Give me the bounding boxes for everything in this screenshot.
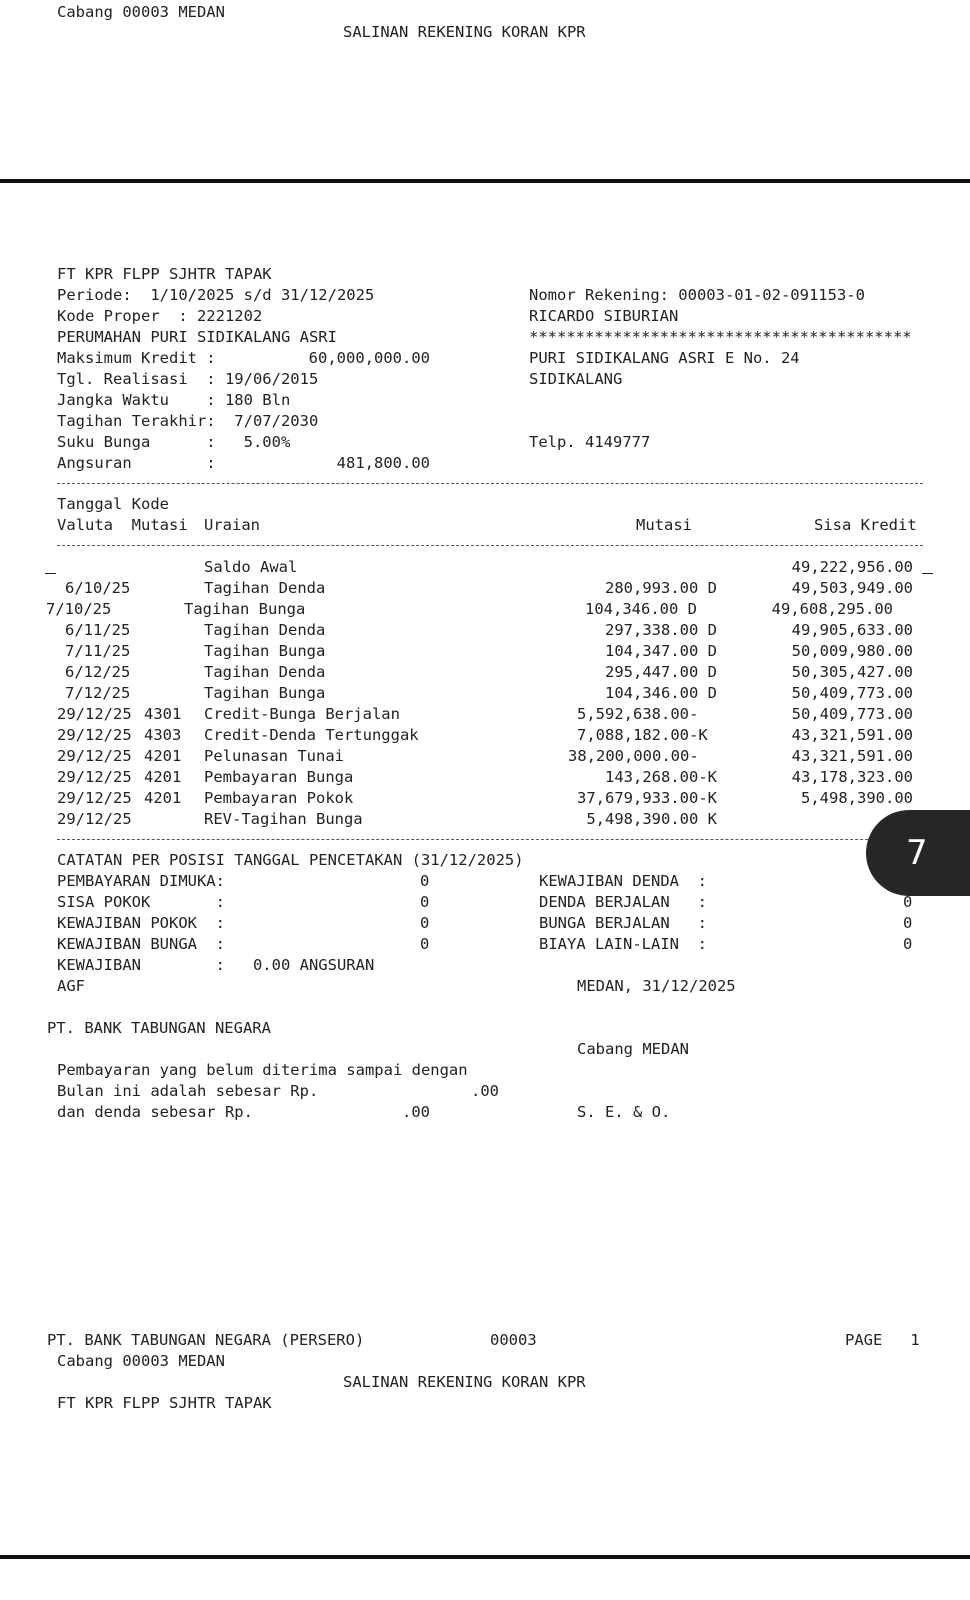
footer-branch-code: 00003 [490, 1331, 537, 1349]
payment-note-line-1: Pembayaran yang belum diterima sampai dengan [57, 1061, 468, 1079]
row-desc: Pelunasan Tunai [204, 747, 344, 765]
row-date: 6/10/25 [65, 579, 131, 597]
notes-title: CATATAN PER POSISI TANGGAL PENCETAKAN (31/12/2025) [57, 851, 524, 869]
row-desc: Tagihan Denda [204, 621, 326, 639]
row-desc: Tagihan Bunga [204, 684, 326, 702]
table-header-sisa-kredit: Sisa Kredit [814, 516, 917, 534]
row-mutasi: 5,498,390.00 K [586, 810, 717, 828]
bank-name: PT. BANK TABUNGAN NEGARA [47, 1019, 271, 1037]
kewajiban-bunga-value: 0 [420, 935, 430, 953]
row-date: 29/12/25 [57, 726, 132, 744]
row-sisa: 50,009,980.00 [791, 642, 913, 660]
row-sisa: 50,409,773.00 [791, 684, 913, 702]
row-desc: Credit-Bunga Berjalan [204, 705, 400, 723]
row-date: 6/12/25 [65, 663, 131, 681]
row-mutasi: 5,592,638.00- [577, 705, 699, 723]
footer-bank-name: PT. BANK TABUNGAN NEGARA (PERSERO) [47, 1331, 365, 1349]
sisa-pokok-value: 0 [420, 893, 430, 911]
row-date: 7/10/25 [46, 600, 112, 618]
bunga-berjalan-value: 0 [903, 914, 913, 932]
statement-title: SALINAN REKENING KORAN KPR [343, 23, 586, 41]
jangka-waktu: Jangka Waktu : 180 Bln [57, 391, 291, 409]
biaya-lain-label: BIAYA LAIN-LAIN : [539, 935, 707, 953]
separator-stars: ***************************************** [529, 328, 912, 346]
row-date: 29/12/25 [57, 810, 132, 828]
table-header-mutasi: Mutasi [636, 516, 692, 534]
suku-bunga: Suku Bunga : 5.00% [57, 433, 291, 451]
row-mutasi: 7,088,182.00-K [577, 726, 708, 744]
angsuran-value: 481,800.00 [336, 454, 430, 472]
row-desc: REV-Tagihan Bunga [204, 810, 363, 828]
row-mutasi: 104,346.00 D [585, 600, 697, 618]
customer-name: RICARDO SIBURIAN [529, 307, 679, 325]
bunga-berjalan-label: BUNGA BERJALAN : [539, 914, 707, 932]
row-desc: Pembayaran Pokok [204, 789, 354, 807]
account-number: Nomor Rekening: 00003-01-02-091153-0 [529, 286, 865, 304]
biaya-lain-value: 0 [903, 935, 913, 953]
product-name: FT KPR FLPP SJHTR TAPAK [57, 265, 272, 283]
maksimum-kredit-value: 60,000,000.00 [308, 349, 430, 367]
row-date: 29/12/25 [57, 789, 132, 807]
row-desc: Saldo Awal [204, 558, 298, 576]
row-date: 29/12/25 [57, 705, 132, 723]
kewajiban-pokok-label: KEWAJIBAN POKOK : [57, 914, 225, 932]
period: Periode: 1/10/2025 s/d 31/12/2025 [57, 286, 375, 304]
row-mutasi: 104,346.00 D [605, 684, 717, 702]
page-number: PAGE 1 [845, 1331, 920, 1349]
row-sisa: 49,905,633.00 [791, 621, 913, 639]
table-header-uraian: Uraian [204, 516, 260, 534]
row-sisa: 49,503,949.00 [791, 579, 913, 597]
row-date: 6/11/25 [65, 621, 131, 639]
row-mutasi: 297,338.00 D [605, 621, 717, 639]
denda-berjalan-value: 0 [903, 893, 913, 911]
tgl-realisasi: Tgl. Realisasi : 19/06/2015 [57, 370, 319, 388]
row-mutasi: 143,268.00-K [605, 768, 717, 786]
dashed-divider [57, 839, 923, 840]
payment-note-amount: .00 [471, 1082, 499, 1100]
row-sisa: 43,321,591.00 [791, 747, 913, 765]
kode-proper: Kode Proper : 2221202 [57, 307, 263, 325]
address-line-2: SIDIKALANG [529, 370, 623, 388]
kewajiban-angsuran: KEWAJIBAN : 0.00 ANGSURAN [57, 956, 375, 974]
pembayaran-dimuka-label: PEMBAYARAN DIMUKA: [57, 872, 225, 890]
agf-label: AGF [57, 977, 85, 995]
row-mutasi: 280,993.00 D [605, 579, 717, 597]
row-sisa: 49,608,295.00 [771, 600, 893, 618]
row-date: 29/12/25 [57, 747, 132, 765]
denda-berjalan-label: DENDA BERJALAN : [539, 893, 707, 911]
row-mutasi: 295,447.00 D [605, 663, 717, 681]
row-desc: Tagihan Denda [204, 663, 326, 681]
table-header-valuta-mutasi: Valuta Mutasi [57, 516, 188, 534]
angsuran-label: Angsuran : [57, 454, 216, 472]
row-desc: Tagihan Bunga [204, 642, 326, 660]
row-sisa: 49,222,956.00 [791, 558, 913, 576]
branch-label: Cabang 00003 MEDAN [57, 3, 225, 21]
kewajiban-pokok-value: 0 [420, 914, 430, 932]
payment-note-line-3: dan denda sebesar Rp. [57, 1103, 253, 1121]
maksimum-kredit-label: Maksimum Kredit : [57, 349, 216, 367]
row-code: 4303 [144, 726, 182, 744]
pembayaran-dimuka-value: 0 [420, 872, 430, 890]
row-code: 4301 [144, 705, 182, 723]
page-badge: 7 [866, 810, 970, 896]
kewajiban-denda-label: KEWAJIBAN DENDA : [539, 872, 707, 890]
sisa-pokok-label: SISA POKOK : [57, 893, 225, 911]
address-line-1: PURI SIDIKALANG ASRI E No. 24 [529, 349, 800, 367]
table-header-tanggal-kode: Tanggal Kode [57, 495, 169, 513]
row-sisa: 43,321,591.00 [791, 726, 913, 744]
seo-note: S. E. & O. [577, 1103, 671, 1121]
row-code: 4201 [144, 747, 182, 765]
row-desc: Tagihan Denda [204, 579, 326, 597]
row-date: 7/11/25 [65, 642, 131, 660]
divider-rule [0, 179, 970, 183]
row-sisa: 50,305,427.00 [791, 663, 913, 681]
place-date: MEDAN, 31/12/2025 [577, 977, 736, 995]
row-mutasi: 37,679,933.00-K [577, 789, 717, 807]
row-code: 4201 [144, 789, 182, 807]
row-desc: Tagihan Bunga [184, 600, 306, 618]
footer-product-name: FT KPR FLPP SJHTR TAPAK [57, 1394, 272, 1412]
row-date: 7/12/25 [65, 684, 131, 702]
row-code: 4201 [144, 768, 182, 786]
telephone: Telp. 4149777 [529, 433, 651, 451]
row-mutasi: 104,347.00 D [605, 642, 717, 660]
divider-rule [0, 1555, 970, 1559]
dashed-divider [57, 545, 923, 546]
row-desc: Pembayaran Bunga [204, 768, 354, 786]
row-sisa: 50,409,773.00 [791, 705, 913, 723]
footer-branch-label: Cabang 00003 MEDAN [57, 1352, 225, 1370]
kewajiban-bunga-label: KEWAJIBAN BUNGA : [57, 935, 225, 953]
margin-tick [45, 573, 56, 574]
payment-note-line-2: Bulan ini adalah sebesar Rp. [57, 1082, 319, 1100]
project-name: PERUMAHAN PURI SIDIKALANG ASRI [57, 328, 337, 346]
tagihan-terakhir: Tagihan Terakhir: 7/07/2030 [57, 412, 319, 430]
row-desc: Credit-Denda Tertunggak [204, 726, 419, 744]
row-sisa: 5,498,390.00 [801, 789, 913, 807]
row-date: 29/12/25 [57, 768, 132, 786]
margin-tick [922, 573, 933, 574]
row-mutasi: 38,200,000.00- [568, 747, 699, 765]
denda-amount: .00 [402, 1103, 430, 1121]
dashed-divider [57, 483, 923, 484]
cabang-medan: Cabang MEDAN [577, 1040, 689, 1058]
footer-statement-title: SALINAN REKENING KORAN KPR [343, 1373, 586, 1391]
row-sisa: 43,178,323.00 [791, 768, 913, 786]
